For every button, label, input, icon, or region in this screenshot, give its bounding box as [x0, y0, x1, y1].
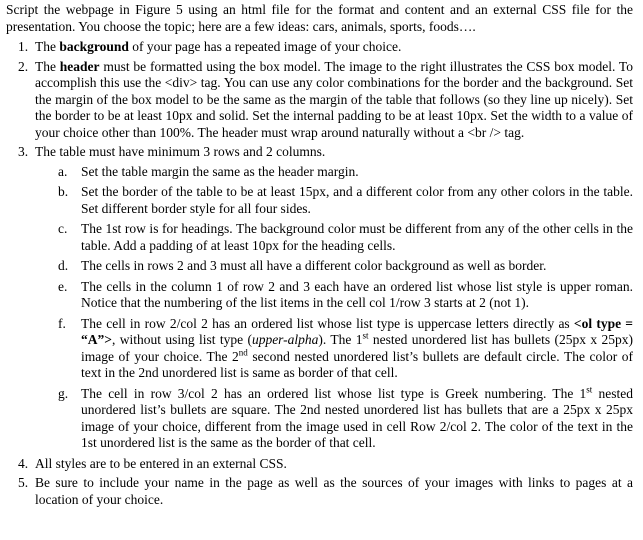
- sub-item-letter: c.: [58, 221, 68, 236]
- text-run: ). The 1: [318, 332, 363, 347]
- text-run: nested unordered list has bullets (25px x 25px) image of your choice. The 2: [81, 332, 633, 364]
- intro-paragraph: Script the webpage in Figure 5 using an html file for the format and content and an external CSS file for the presentation. You choose the topic; here are a few ideas: cars, animals, sports, foods….: [6, 2, 633, 34]
- item-number: 3.: [18, 144, 29, 159]
- item-text: [35, 59, 633, 142]
- italic-term: upper-alpha: [251, 332, 319, 347]
- sub-item-text: Set the table margin the same as the header margin.: [81, 163, 359, 179]
- sub-requirements-list: [6, 164, 633, 452]
- text-run: , without using list type (: [111, 332, 252, 347]
- item-number: 2.: [18, 58, 29, 74]
- sub-item-e: [6, 279, 633, 312]
- code-snippet: <ol type = “A”>: [81, 315, 634, 347]
- text-run: The cell in row 2/col 2 has an ordered list whose list type is uppercase letters directly as: [81, 315, 574, 331]
- item-text: The table must have minimum 3 rows and 2 columns.: [35, 144, 326, 159]
- item-text: Be sure to include your name in the page as well as the sources of your images with links to pages at a location of your choice.: [35, 475, 633, 507]
- list-item-3: [6, 144, 633, 161]
- bold-term: header: [59, 58, 100, 74]
- sub-item-g: [6, 386, 633, 452]
- item-text: [35, 39, 633, 56]
- list-item-1: [6, 39, 633, 56]
- item-number: 5.: [18, 475, 29, 490]
- sub-item-b: [6, 184, 633, 217]
- sub-item-text: The cells in rows 2 and 3 must all have a different color background as well as border.: [81, 258, 547, 273]
- sub-item-text: The cells in the column 1 of row 2 and 3 each have an ordered list whose list style is upper roman. Notice that the numbering of the list items in the cell col 1/row 3 starts at 2 (not 1).: [81, 278, 633, 310]
- sub-item-c: [6, 221, 633, 254]
- item-number: 1.: [18, 39, 29, 54]
- text-run: The cell in row 3/col 2 has an ordered list whose list type is Greek numbering. The 1: [81, 385, 587, 401]
- sub-item-letter: b.: [58, 184, 69, 199]
- text-run: nested unordered list’s bullets are square. The 2nd nested unordered list has bullets that are a 25px x 25px image of your choice, different from the image used in cell Row 2/col 2. The color of the text in the 1st unordered list is the same as the border of that cell.: [81, 385, 633, 450]
- sub-item-letter: g.: [58, 385, 69, 401]
- sub-item-text: [81, 386, 633, 452]
- bold-term: background: [59, 39, 129, 54]
- ordinal-suffix: nd: [238, 347, 248, 357]
- text-run: The: [35, 58, 60, 74]
- item-text: All styles are to be entered in an external CSS.: [35, 455, 287, 471]
- ordinal-suffix: st: [586, 384, 593, 394]
- text-run: The: [35, 39, 60, 54]
- sub-item-letter: a.: [58, 163, 68, 179]
- sub-item-a: [6, 164, 633, 181]
- sub-item-text: [81, 316, 633, 382]
- sub-item-letter: d.: [58, 258, 69, 273]
- sub-item-f: [6, 316, 633, 382]
- text-run: must be formatted using the box model. The image to the right illustrates the CSS box model. To accomplish this use the <div> tag. You can use any color combinations for the border and the background. Set the margin of the box model to be the same as the margin of the table that follows (so they line up nicely). Set the border to be at least 10px and solid. Set the internal padding to be at least 10px. Set the width to a value of your choice other than 100%. The header must wrap around naturally without a <br /> tag.: [35, 58, 633, 140]
- ordinal-suffix: st: [362, 330, 369, 341]
- list-item-4: [6, 456, 633, 473]
- text-run: of your page has a repeated image of your choice.: [128, 39, 402, 54]
- sub-item-text: Set the border of the table to be at least 15px, and a different color from any other colors in the table. Set different border style for all four sides.: [81, 184, 633, 216]
- requirements-list: [6, 39, 633, 161]
- requirements-list-continued: [6, 456, 633, 509]
- list-item-2: [6, 59, 633, 142]
- list-item-5: [6, 475, 633, 508]
- sub-item-text: The 1st row is for headings. The background color must be different from any of the other cells in the table. Add a padding of at least 10px for the heading cells.: [81, 221, 633, 253]
- sub-item-d: [6, 258, 633, 275]
- text-run: second nested unordered list’s bullets are default circle. The color of text in the 2nd unordered list is same as border of that cell.: [81, 348, 634, 380]
- sub-item-letter: f.: [58, 315, 66, 331]
- sub-item-letter: e.: [58, 278, 68, 294]
- item-number: 4.: [18, 455, 29, 471]
